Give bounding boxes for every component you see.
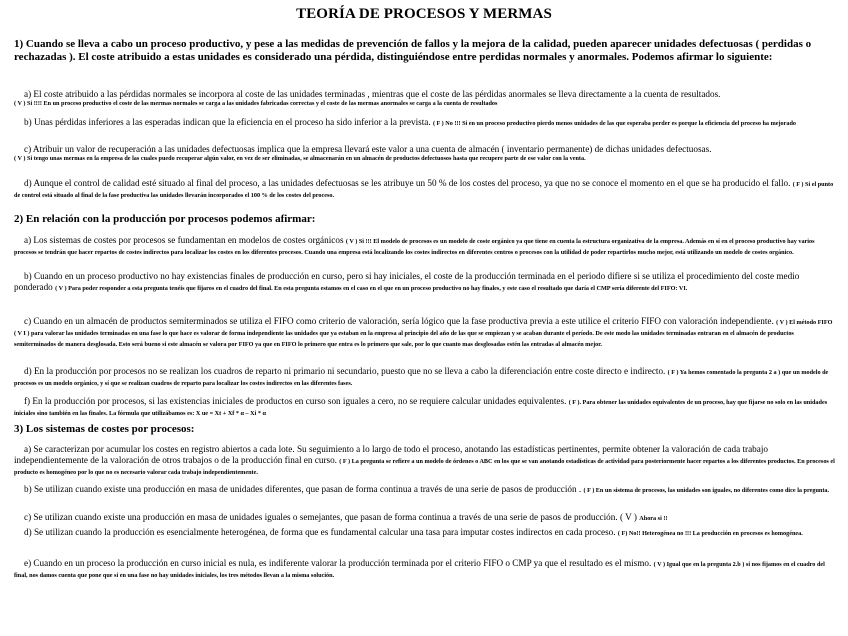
q3-option-d [14, 527, 836, 538]
document-title: TEORÍA DE PROCESOS Y MERMAS [296, 6, 552, 22]
q1-option-d-text: d) Aunque el control de calidad esté situado al final del proceso, a las unidades defectuosas se les atribuye un 50 % de los costes del proceso, ya que no se conoce el momento en el que se ha producido el fallo. [24, 178, 791, 188]
q1-option-b-text: b) Unas pérdidas inferiores a las esperadas indican que la eficiencia en el proceso ha sido inferior a la prevista. [24, 117, 431, 127]
q2-option-c-answer: ( V ) El método FIFO ( V I ) para valorar las unidades terminadas en una fase lo que hace es valorar de forma independiente las unidades que ya estaban en la empresa al principio del año de las que se empiezan y se acaban durante el período. De este modo las unidades terminadas entraran en el almacén de productos semiterminados de manera desglosada. Esto será bueno si este almacén se valora por FIFO ya que en FIFO lo primero que entra es lo primero que sale, por lo que cuanto mas desglosadas estén las entradas al almacén mejor. [14, 319, 833, 348]
q2-option-b-answer: ( V ) Para poder responder a esta pregunta tenéis que fijaros en el cuadro del final. En esta pregunta estamos en el caso en el que en un proceso productivo no hay finales, y este caso el resultado que daría el CMP sería diferente del FIFO: VI. [55, 284, 688, 292]
q2-option-b [14, 271, 836, 293]
q3-option-a-answer: ( F ) La pregunta se refiere a un modelo de órdenes o ABC en los que se van anotando estadísticas de actividad para posteriormente hacer repartos a los diferentes productos. En procesos el producto es homogéneo por lo que no es necesario valorar cada trabajo independientemente. [14, 457, 835, 476]
q2-option-a-answer: ( V ) Si !!! El modelo de procesos es un modelo de coste orgánico ya que tiene en cuenta la estructura organizativa de la empresa. Además en sí en el proceso productivo hay varios procesos se tendrán que hacer repartos de costes indirectos para localizar los costes en los diferentes procesos. Cuando una empresa está localizando los costes indirectos en diferentes centros o procesos con la utilidad de poder repartirlos mucho mejor, está utilizando un modelo de costes orgánico. [14, 238, 815, 256]
q1-option-b [14, 117, 836, 128]
q1-option-a [14, 89, 836, 108]
q2-option-d-text: d) En la producción por procesos no se realizan los cuadros de reparto ni primario ni secundario, puesto que no se lleva a cabo la diferenciación entre coste directo e indirecto. [24, 366, 666, 376]
question-2-heading: 2) En relación con la producción por procesos podemos afirmar: [14, 213, 316, 225]
q2-option-f-text: f) En la producción por procesos, si las existencias iniciales de productos en curso son iguales a cero, no se requiere calcular unidades equivalentes. [24, 396, 567, 406]
q2-option-d-answer: ( F ) Ya hemos comentado la pregunta 2 a ) que un modelo de procesos es un modelo orgánico, y sí que se realizan cuadros de reparto para localizar los costes indirectos en las diferentes fases. [14, 369, 829, 387]
question-1-heading: 1) Cuando se lleva a cabo un proceso productivo, y pese a las medidas de prevención de fallos y la mejora de la calidad, pueden aparecer unidades defectuosas ( perdidas o rechazadas ). El coste atribuido a estas unidades es considerado una pérdida, distinguiéndose entre perdidas normales y anormales. Podemos afirmar lo siguiente: [14, 38, 812, 63]
q1-option-c-answer: ( V ) Si tengo unas mermas en la empresa de las cuales puedo recuperar algún valor, en vez de ser eliminadas, se almacenarán en un almacén de productos defectuosos hasta que recupere parte de ese valor con la venta. [14, 154, 586, 162]
q1-option-c-text: c) Atribuir un valor de recuperación a las unidades defectuosas implica que la empresa llevará este valor a una cuenta de almacén ( inventario permanente) de dichas unidades defectuosas. [24, 144, 712, 154]
q3-option-c [14, 512, 836, 523]
q3-option-a-text: a) Se caracterizan por acumular los costes en registro abiertos a cada lote. Su seguimiento a lo largo de todo el proceso, anotando las estadísticas pertinentes, permite obtener la valoración de cada trabajo independientemente de la valoración de otros trabajos o de la producción final en curso. [14, 444, 768, 465]
q2-option-f [14, 396, 836, 418]
q1-option-b-answer: ( F ) No !!! Si en un proceso productivo pierdo menos unidades de las que esperaba perder es porque la eficiencia del proceso ha mejorado [432, 120, 796, 127]
q3-option-b-text: b) Se utilizan cuando existe una producción en masa de unidades diferentes, que pasan de forma continua a través de una serie de pasos de producción . [24, 484, 582, 494]
q3-option-a [14, 444, 836, 477]
q2-option-c-text: c) Cuando en un almacén de productos semiterminados se utiliza el FIFO como criterio de valoración, sería lógico que la fase productiva previa a este utilice el criterio FIFO con valoración independiente. [24, 316, 774, 326]
q2-option-a-text: a) Los sistemas de costes por procesos se fundamentan en modelos de costes orgánicos [24, 235, 344, 245]
q3-option-c-answer: Ahora si !! [639, 515, 668, 522]
q3-option-b-answer: ( F ) En un sistema de procesos, las unidades son iguales, no diferentes como dice la pregunta. [583, 487, 830, 494]
question-3-heading: 3) Los sistemas de costes por procesos: [14, 423, 195, 435]
q1-option-d-answer: ( F ) Si el punto de control está situado al final de la fase productiva las unidades llevarán incorporados el 100 % de los costes del proceso. [14, 181, 834, 199]
q3-option-d-text: d) Se utilizan cuando la producción es esencialmente heterogénea, de forma que es fundamental calcular una tasa para imputar costes indirectos en cada proceso. [24, 527, 616, 537]
q2-option-a [14, 235, 836, 257]
q3-option-c-text: c) Se utilizan cuando existe una producción en masa de unidades iguales o semejantes, que pasan de forma continua a través de una serie de pasos de producción. ( V ) [24, 512, 637, 522]
q1-option-a-answer: ( V ) Si !!!! En un proceso productivo el coste de las mermas normales se carga a las unidades fabricadas correctas y el coste de las mermas anormales se carga a la cuenta de resultados [14, 99, 498, 107]
q3-option-e-answer: ( V ) Igual que en la pregunta 2.b ) si nos fijamos en el cuadro del final, nos damos cuenta que pone que si en una fase no hay unidades iniciales, los tres métodos llevan a la misma solución. [14, 561, 825, 579]
q2-option-c [14, 316, 836, 349]
q2-option-b-text: b) Cuando en un proceso productivo no hay existencias finales de producción en curso, pero si hay iniciales, el coste de la producción terminada en el periodo difiere si se utiliza el procedimiento del coste medio ponderado [14, 271, 800, 292]
q3-option-d-answer: ( F) No!! Heterogénea no !!! La producción en procesos es homogénea. [617, 530, 803, 537]
q1-option-a-text: a) El coste atribuido a las pérdidas normales se incorpora al coste de las unidades terminadas , mientras que el coste de las pérdidas anormales se lleva directamente a la cuenta de resultados. [24, 89, 721, 99]
q1-option-c [14, 144, 836, 163]
q1-option-d [14, 178, 836, 200]
q2-option-d [14, 366, 836, 388]
q3-option-e-text: e) Cuando en un proceso la producción en curso inicial es nula, es indiferente valorar la producción terminada por el criterio FIFO o CMP ya que el resultado es el mismo. [24, 558, 652, 568]
q3-option-e [14, 558, 836, 580]
q3-option-b [14, 484, 836, 495]
q2-option-f-answer: ( F ). Para obtener las unidades equivalentes de un proceso, hay que fijarse no solo en las unidades iniciales sino también en las finales. La fórmula que utilizábamos es: X ue = Xt + Xf * α – Xi * α [14, 399, 828, 417]
